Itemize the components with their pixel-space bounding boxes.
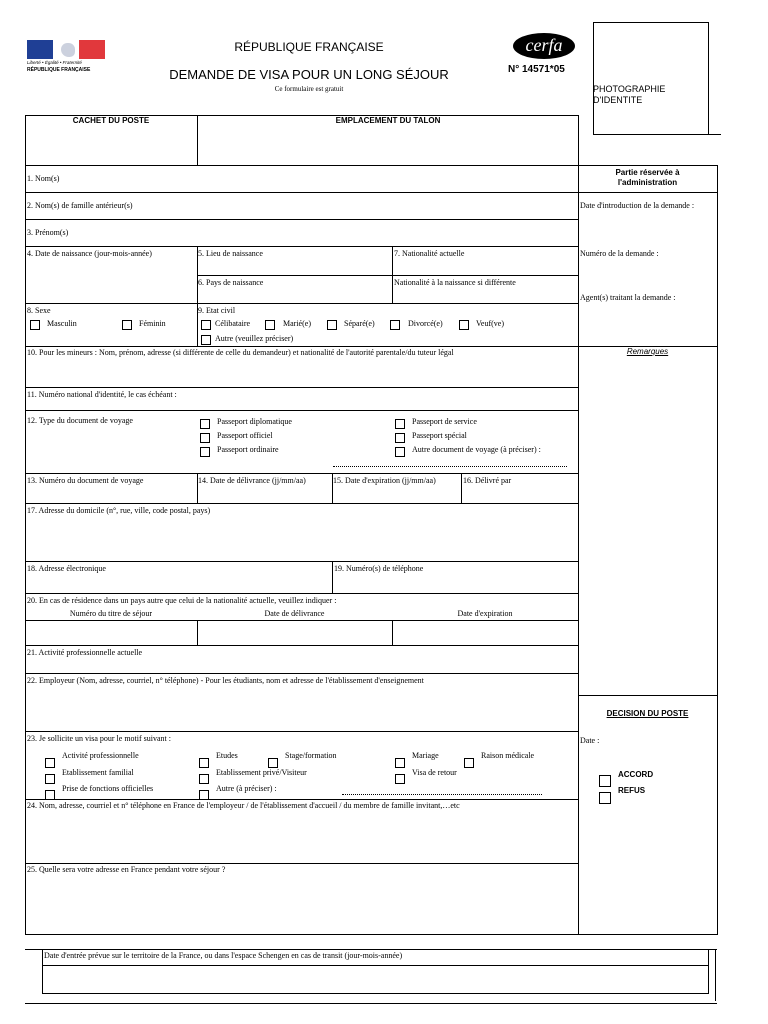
motif-autre-label: Autre (à préciser) : — [216, 784, 277, 793]
field-telephone-label: 19. Numéro(s) de téléphone — [334, 564, 424, 573]
field-mineurs-label: 10. Pour les mineurs : Nom, prénom, adresse (si différente de celle du demandeur) et nationalité de l'autorité parentale/du tuteur légal — [27, 348, 454, 357]
motif-activite-checkbox[interactable] — [45, 758, 55, 768]
doc-ordinaire-checkbox[interactable] — [200, 447, 210, 457]
etat-celibataire-checkbox[interactable] — [201, 320, 211, 330]
field-date-expiration-label: 15. Date d'expiration (jj/mm/aa) — [333, 476, 436, 485]
field-lieu-naissance-label: 5. Lieu de naissance — [198, 249, 263, 258]
field-delivre-par-label: 16. Délivré par — [463, 476, 512, 485]
sexe-masculin-checkbox[interactable] — [30, 320, 40, 330]
etat-divorce-checkbox[interactable] — [390, 320, 400, 330]
admin-numero-label: Numéro de la demande : — [580, 249, 659, 258]
motif-etudes-label: Etudes — [216, 751, 238, 760]
admin-title: Partie réservée à l'administration — [615, 168, 680, 187]
doc-autre-label: Autre document de voyage (à préciser) : — [412, 445, 541, 454]
motif-etudes-checkbox[interactable] — [199, 758, 209, 768]
motif-fonctions-label: Prise de fonctions officielles — [62, 784, 154, 793]
field-employeur-france-label: 24. Nom, adresse, courriel et n° téléphone en France de l'employeur / de l'établissement d'accueil / du membre de famille invitant,…etc — [27, 801, 460, 810]
motif-etablissement-familial-label: Etablissement familial — [62, 768, 134, 777]
doc-special-label: Passeport spécial — [412, 431, 467, 440]
field-etat-civil-label: 9. Etat civil — [198, 306, 236, 315]
etat-separe-checkbox[interactable] — [327, 320, 337, 330]
field-date-naissance-label: 4. Date de naissance (jour-mois-année) — [27, 249, 152, 258]
decision-heading: DECISION DU POSTE — [606, 709, 689, 718]
field-date-delivrance-label: 14. Date de délivrance (jj/mm/aa) — [198, 476, 306, 485]
etat-autre-label: Autre (veuillez préciser) — [215, 334, 294, 343]
field-adresse-domicile-label: 17. Adresse du domicile (n°, rue, ville, code postal, pays) — [27, 506, 211, 515]
doc-ordinaire-label: Passeport ordinaire — [217, 445, 279, 454]
etat-marie-checkbox[interactable] — [265, 320, 275, 330]
doc-diplomatique-label: Passeport diplomatique — [217, 417, 292, 426]
decision-accord-checkbox[interactable] — [599, 775, 611, 787]
field-pays-naissance-label: 6. Pays de naissance — [198, 278, 264, 287]
motif-stage-checkbox[interactable] — [268, 758, 278, 768]
doc-autre-checkbox[interactable] — [395, 447, 405, 457]
field-employeur-label: 22. Employeur (Nom, adresse, courriel, n° téléphone) - Pour les étudiants, nom et adresse de l'établissement d'enseignement — [27, 676, 424, 685]
motif-autre-checkbox[interactable] — [199, 790, 209, 800]
marianne-motto: Liberté • Égalité • Fraternité — [27, 60, 82, 65]
field-activite-label: 21. Activité professionnelle actuelle — [27, 648, 143, 657]
photo-area: PHOTOGRAPHIE D'IDENTITE — [593, 84, 666, 105]
form-number: N° 14571*05 — [508, 64, 565, 75]
etat-marie-label: Marié(e) — [283, 319, 311, 328]
field-nom-anterieur-label: 2. Nom(s) de famille antérieur(s) — [27, 201, 133, 210]
field-nationalite-naissance-label: Nationalité à la naissance si différente — [394, 278, 516, 287]
doc-diplomatique-checkbox[interactable] — [200, 419, 210, 429]
motif-medicale-checkbox[interactable] — [464, 758, 474, 768]
field-numero-document-label: 13. Numéro du document de voyage — [27, 476, 144, 485]
etat-veuf-label: Veuf(ve) — [476, 319, 504, 328]
talon-label: EMPLACEMENT DU TALON — [335, 116, 441, 125]
residence-col-titre: Numéro du titre de séjour — [69, 609, 153, 618]
field-motif-label: 23. Je sollicite un visa pour le motif suivant : — [27, 734, 171, 743]
decision-refus-label: REFUS — [618, 786, 646, 795]
doc-special-checkbox[interactable] — [395, 433, 405, 443]
etat-celibataire-label: Célibataire — [215, 319, 251, 328]
etat-separe-label: Séparé(e) — [344, 319, 375, 328]
etat-veuf-checkbox[interactable] — [459, 320, 469, 330]
etat-autre-checkbox[interactable] — [201, 335, 211, 345]
etat-divorce-label: Divorcé(e) — [408, 319, 443, 328]
admin-date-intro-label: Date d'introduction de la demande : — [580, 201, 695, 210]
residence-col-delivrance: Date de délivrance — [264, 609, 325, 618]
field-numero-identite-label: 11. Numéro national d'identité, le cas échéant : — [27, 390, 177, 399]
cerfa-logo: cerfa — [513, 33, 575, 59]
field-date-entree-label: Date d'entrée prévue sur le territoire de la France, ou dans l'espace Schengen en cas de transit (jour-mois-année) — [44, 951, 403, 960]
motif-etablissement-familial-checkbox[interactable] — [45, 774, 55, 784]
motif-retour-checkbox[interactable] — [395, 774, 405, 784]
motif-autre-input[interactable] — [342, 794, 542, 795]
field-residence-label: 20. En cas de résidence dans un pays autre que celui de la nationalité actuelle, veuillez indiquer : — [27, 596, 337, 605]
residence-col-expiration: Date d'expiration — [457, 609, 513, 618]
field-sexe-label: 8. Sexe — [27, 306, 51, 315]
page-title: DEMANDE DE VISA POUR UN LONG SÉJOUR — [169, 67, 449, 82]
motif-retour-label: Visa de retour — [412, 768, 457, 777]
field-nationalite-label: 7. Nationalité actuelle — [394, 249, 465, 258]
sexe-feminin-checkbox[interactable] — [122, 320, 132, 330]
motif-mariage-checkbox[interactable] — [395, 758, 405, 768]
admin-agent-label: Agent(s) traitant la demande : — [580, 293, 676, 302]
field-adresse-france-label: 25. Quelle sera votre adresse en France pendant votre séjour ? — [27, 865, 226, 874]
decision-accord-label: ACCORD — [618, 770, 654, 779]
free-note: Ce formulaire est gratuit — [274, 85, 344, 93]
field-adresse-electronique-label: 18. Adresse électronique — [27, 564, 106, 573]
cachet-label: CACHET DU POSTE — [72, 116, 150, 125]
doc-service-label: Passeport de service — [412, 417, 477, 426]
admin-remarques-label: Remarques — [626, 347, 669, 356]
motif-prive-checkbox[interactable] — [199, 774, 209, 784]
sexe-feminin-label: Féminin — [139, 319, 166, 328]
motif-fonctions-checkbox[interactable] — [45, 790, 55, 800]
doc-service-checkbox[interactable] — [395, 419, 405, 429]
field-type-document-label: 12. Type du document de voyage — [27, 416, 133, 425]
republic-heading: RÉPUBLIQUE FRANÇAISE — [234, 40, 384, 54]
doc-officiel-label: Passeport officiel — [217, 431, 273, 440]
motif-activite-label: Activité professionnelle — [62, 751, 139, 760]
field-prenom-label: 3. Prénom(s) — [27, 228, 69, 237]
motif-stage-label: Stage/formation — [285, 751, 337, 760]
doc-autre-input[interactable] — [333, 466, 567, 467]
motif-prive-label: Etablissement privé/Visiteur — [216, 768, 307, 777]
doc-officiel-checkbox[interactable] — [200, 433, 210, 443]
decision-refus-checkbox[interactable] — [599, 792, 611, 804]
marianne-republic: RÉPUBLIQUE FRANÇAISE — [27, 67, 91, 73]
sexe-masculin-label: Masculin — [47, 319, 77, 328]
motif-mariage-label: Mariage — [412, 751, 439, 760]
field-nom-label: 1. Nom(s) — [27, 174, 60, 183]
decision-date-label: Date : — [580, 736, 600, 745]
motif-medicale-label: Raison médicale — [481, 751, 535, 760]
